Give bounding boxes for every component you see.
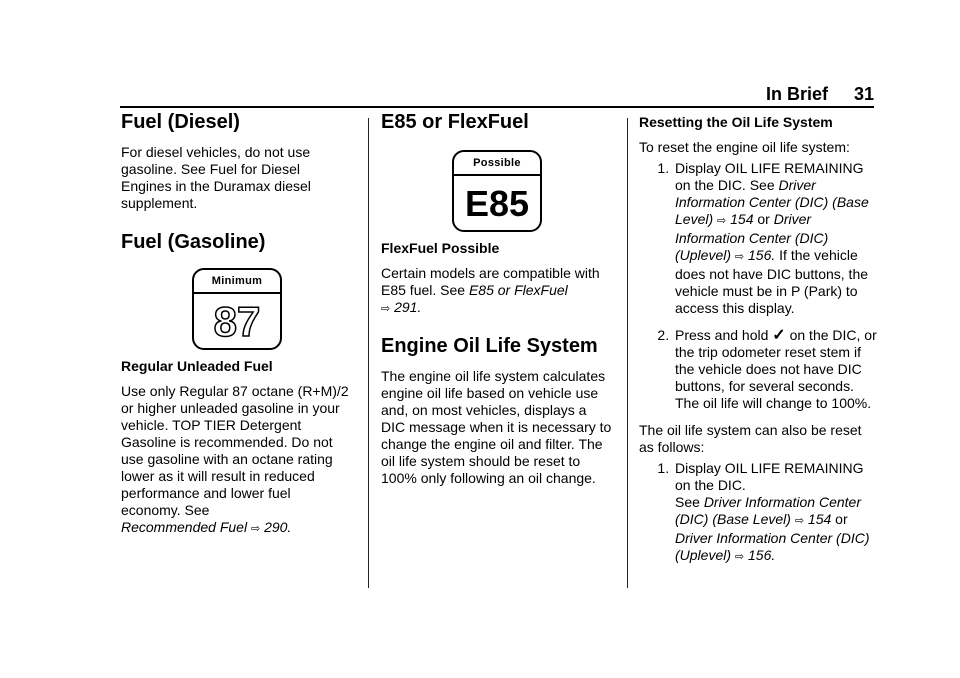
- reset-intro: To reset the engine oil life system:: [639, 139, 850, 155]
- diesel-heading: Fuel (Diesel): [121, 111, 240, 133]
- alt-reset-steps: [639, 460, 877, 566]
- page-ref-arrow-icon: ⇨: [381, 303, 391, 315]
- oil-life-text: The engine oil life system calculates engine oil life based on vehicle use and, on most vehicles, displays a DIC message when it is necessary to change the engine oil and filter. The oil life system should be reset to 100% only following an oil change.: [381, 368, 612, 486]
- badge-top-label: Minimum: [194, 270, 280, 294]
- e85-text: Certain models are compatible with E85 fuel. See E85 or FlexFuel ⇨ 291.: [381, 265, 600, 315]
- octane-87-badge: [192, 268, 282, 350]
- column-1: [121, 110, 353, 548]
- e85-caption: FlexFuel Possible: [381, 240, 500, 256]
- dic-uplevel-link[interactable]: Driver Information Center (DIC) (Uplevel): [675, 211, 829, 263]
- page-ref-arrow-icon: ⇨: [734, 251, 745, 263]
- dic-uplevel-page[interactable]: 156.: [748, 247, 776, 263]
- page-header: [766, 84, 874, 105]
- gasoline-text: Use only Regular 87 octane (R+M)/2 or higher unleaded gasoline in your vehicle. TOP TIER Detergent Gasoline is recommended. Do not use gasoline with an octane rating lower as it will result in reduced performance and lower fuel economy. See Recommended Fuel ⇨ 290.: [121, 383, 349, 535]
- list-item: 1. Display OIL LIFE REMAINING on the DIC. See Driver Information Center (DIC) (Base Level) ⇨ 154 or Driver Information Center (DIC) (Uplevel) ⇨ 156.: [673, 460, 877, 566]
- reset-steps: [639, 160, 877, 412]
- page-number: 31: [853, 84, 874, 104]
- list-item: 1. Display OIL LIFE REMAINING on the DIC. See Driver Information Center (DIC) (Base Level) ⇨ 154 or Driver Information Center (DIC) (Uplevel) ⇨ 156. If the vehicle does not have DIC buttons, the vehicle must be in P (Park) to access this display.: [673, 160, 877, 317]
- page-ref-arrow-icon: ⇨: [794, 515, 805, 527]
- e85-link[interactable]: E85 or FlexFuel: [468, 282, 568, 298]
- alt-reset-intro: The oil life system can also be reset as follows:: [639, 422, 862, 455]
- dic-base-page[interactable]: 154: [730, 211, 754, 227]
- e85-heading: E85 or FlexFuel: [381, 111, 529, 133]
- gasoline-caption: Regular Unleaded Fuel: [121, 358, 273, 374]
- e85-badge: [452, 150, 542, 232]
- section-title: In Brief: [765, 84, 828, 104]
- column-divider-2: [627, 118, 628, 588]
- recommended-fuel-page[interactable]: 290.: [264, 519, 292, 535]
- recommended-fuel-link[interactable]: Recommended Fuel: [121, 519, 248, 535]
- page-ref-arrow-icon: ⇨: [717, 215, 727, 227]
- header-rule: [120, 106, 874, 108]
- oil-life-heading: Engine Oil Life System: [381, 335, 598, 357]
- reset-heading: Resetting the Oil Life System: [639, 114, 833, 130]
- badge-text: E85: [464, 183, 530, 224]
- column-divider-1: [368, 118, 369, 588]
- dic-base-page[interactable]: 154: [807, 511, 832, 527]
- page-ref-arrow-icon: ⇨: [734, 551, 745, 563]
- list-item: 2. Press and hold ✓ on the DIC, or the trip odometer reset stem if the vehicle does not have DIC buttons, for several seconds. The oil life will change to 100%.: [673, 327, 877, 412]
- dic-base-link[interactable]: Driver Information Center (DIC) (Base Level): [675, 494, 861, 527]
- column-3: [639, 114, 877, 576]
- dic-uplevel-link[interactable]: Driver Information Center (DIC) (Uplevel): [675, 530, 870, 563]
- column-2: [381, 110, 613, 497]
- diesel-text: For diesel vehicles, do not use gasoline. See Fuel for Diesel Engines in the Duramax diesel supplement.: [121, 144, 311, 211]
- gasoline-heading: Fuel (Gasoline): [121, 231, 266, 253]
- checkmark-icon: ✓: [772, 327, 786, 344]
- badge-top-label: Possible: [454, 152, 540, 176]
- page-ref-arrow-icon: ⇨: [250, 523, 261, 535]
- badge-number: 87: [213, 298, 261, 345]
- dic-base-link[interactable]: Driver Information Center (DIC) (Base Level): [675, 177, 869, 227]
- e85-page[interactable]: 291.: [394, 299, 422, 315]
- dic-uplevel-page[interactable]: 156.: [748, 547, 776, 563]
